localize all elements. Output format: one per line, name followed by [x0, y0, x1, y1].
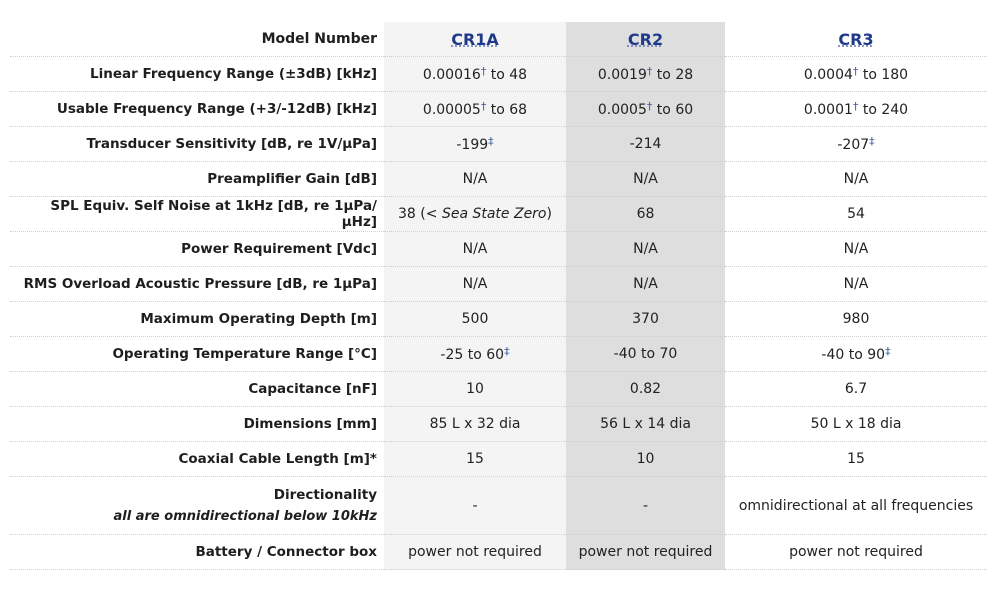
- spec-value-cr1a: [384, 92, 566, 127]
- value-text: 68: [636, 206, 655, 222]
- spec-value-cr1a: [384, 162, 566, 197]
- value-text: 0.0004: [803, 67, 853, 83]
- spec-value-cr3: [725, 57, 987, 92]
- spec-value-cr3: [725, 442, 987, 477]
- value-text: 54: [847, 206, 865, 222]
- value-text: -40 to 90: [821, 347, 886, 363]
- spec-label: [10, 477, 384, 535]
- spec-value-cr3: [725, 232, 987, 267]
- spec-label-text: Power Requirement [Vdc]: [181, 241, 377, 257]
- value-text: 500: [461, 311, 489, 327]
- spec-row: [10, 162, 987, 197]
- value-text: 56 L x 14 dia: [600, 416, 691, 432]
- spec-label-text: Linear Frequency Range (±3dB) [kHz]: [90, 66, 377, 82]
- value-text: -199: [456, 137, 489, 153]
- spec-value-cr1a: [384, 302, 566, 337]
- value-text: N/A: [462, 276, 488, 292]
- spec-label-text: Coaxial Cable Length [m]*: [178, 451, 377, 467]
- spec-row: [10, 302, 987, 337]
- spec-value-cr1a: [384, 442, 566, 477]
- spec-label: [10, 197, 384, 232]
- value-text: -214: [629, 136, 662, 152]
- spec-value-cr3: [725, 127, 987, 162]
- spec-label: [10, 407, 384, 442]
- spec-value-cr3: [725, 477, 987, 535]
- spec-row: [10, 127, 987, 162]
- spec-label-text: RMS Overload Acoustic Pressure [dB, re 1µPa]: [23, 276, 377, 292]
- spec-value-cr1a: [384, 127, 566, 162]
- value-text: 370: [632, 311, 659, 327]
- spec-row: [10, 92, 987, 127]
- spec-value-cr3: [725, 407, 987, 442]
- spec-label-text: Capacitance [nF]: [248, 381, 377, 397]
- value-text: N/A: [843, 241, 869, 257]
- value-text: 6.7: [844, 381, 868, 397]
- spec-value-cr1a: [384, 267, 566, 302]
- spec-value-cr2: [566, 197, 725, 232]
- value-text: N/A: [633, 276, 658, 292]
- value-text-suffix: to 28: [652, 67, 694, 83]
- value-text-suffix: to 60: [652, 102, 694, 118]
- value-text: power not required: [578, 544, 713, 560]
- value-text: 10: [466, 381, 484, 397]
- spec-value-cr1a: [384, 372, 566, 407]
- value-text: power not required: [408, 544, 542, 560]
- spec-value-cr3: [725, 92, 987, 127]
- footnote-mark: ‡: [869, 135, 875, 148]
- footnote-mark: †: [646, 65, 653, 78]
- spec-label: [10, 92, 384, 127]
- value-text-suffix: to 68: [486, 102, 528, 118]
- value-text: 15: [466, 451, 484, 467]
- value-text-suffix: to 180: [858, 67, 909, 83]
- value-text: 0.0005: [597, 102, 647, 118]
- spec-row: [10, 57, 987, 92]
- value-text-suffix: ): [546, 206, 552, 222]
- spec-value-cr2: [566, 535, 725, 570]
- value-text: 0.00016: [422, 67, 481, 83]
- spec-label-text: Usable Frequency Range (+3/-12dB) [kHz]: [56, 101, 377, 117]
- spec-comparison-table: [10, 22, 987, 570]
- model-number-label: Model Number: [10, 22, 384, 57]
- spec-value-cr1a: [384, 57, 566, 92]
- value-text: 15: [847, 451, 865, 467]
- spec-value-cr2: [566, 337, 725, 372]
- spec-row: [10, 442, 987, 477]
- spec-value-cr3: [725, 535, 987, 570]
- spec-row: [10, 197, 987, 232]
- value-text: N/A: [462, 171, 488, 187]
- value-text: 0.0001: [803, 102, 853, 118]
- footnote-mark: †: [852, 100, 859, 113]
- spec-value-cr2: [566, 162, 725, 197]
- spec-value-cr2: [566, 407, 725, 442]
- model-link-cr1a[interactable]: CR1A: [384, 22, 566, 57]
- value-text: N/A: [633, 241, 658, 257]
- value-text: 10: [636, 451, 655, 467]
- value-text: -25 to 60: [440, 347, 505, 363]
- spec-value-cr2: [566, 302, 725, 337]
- spec-value-cr3: [725, 197, 987, 232]
- spec-value-cr3: [725, 337, 987, 372]
- spec-value-cr2: [566, 372, 725, 407]
- value-text: 980: [842, 311, 870, 327]
- value-text: -: [472, 497, 478, 514]
- spec-value-cr2: [566, 267, 725, 302]
- spec-row: [10, 267, 987, 302]
- spec-label: [10, 162, 384, 197]
- footnote-mark: †: [646, 100, 653, 113]
- value-text-suffix: to 48: [486, 67, 528, 83]
- spec-row: [10, 535, 987, 570]
- model-link-cr3[interactable]: CR3: [725, 22, 987, 57]
- spec-label-text: Operating Temperature Range [°C]: [112, 346, 377, 362]
- value-text: 85 L x 32 dia: [429, 416, 521, 432]
- spec-label: [10, 127, 384, 162]
- spec-label: [10, 372, 384, 407]
- spec-value-cr3: [725, 267, 987, 302]
- spec-label-text: Transducer Sensitivity [dB, re 1V/µPa]: [86, 136, 377, 152]
- spec-label-text: Battery / Connector box: [195, 544, 377, 560]
- value-text: omnidirectional at all frequencies: [738, 497, 974, 514]
- spec-table-container: [10, 22, 987, 570]
- header-row: [10, 22, 987, 57]
- value-text: power not required: [789, 544, 923, 560]
- spec-row: [10, 372, 987, 407]
- value-text: N/A: [462, 241, 488, 257]
- value-text: N/A: [843, 276, 869, 292]
- spec-value-cr2: [566, 232, 725, 267]
- spec-value-cr1a: [384, 535, 566, 570]
- spec-value-cr3: [725, 162, 987, 197]
- value-text: 0.0019: [597, 67, 647, 83]
- spec-value-cr1a: [384, 337, 566, 372]
- value-text: 0.00005: [422, 102, 481, 118]
- value-text: 0.82: [629, 381, 662, 397]
- value-text-suffix: to 240: [858, 102, 909, 118]
- model-link-cr2[interactable]: CR2: [566, 22, 725, 57]
- footnote-mark: †: [852, 65, 859, 78]
- spec-value-cr1a: [384, 407, 566, 442]
- spec-label-text: Directionality: [273, 487, 377, 503]
- spec-value-cr2: [566, 92, 725, 127]
- spec-value-cr2: [566, 57, 725, 92]
- spec-value-cr1a: [384, 197, 566, 232]
- spec-row: [10, 477, 987, 535]
- spec-row: [10, 337, 987, 372]
- spec-value-cr1a: [384, 232, 566, 267]
- spec-label-text: SPL Equiv. Self Noise at 1kHz [dB, re 1µPa/µHz]: [50, 198, 377, 230]
- spec-value-cr3: [725, 302, 987, 337]
- spec-value-cr2: [566, 127, 725, 162]
- spec-label-note: all are omnidirectional below 10kHz: [113, 509, 377, 524]
- value-italic-text: Sea State Zero: [441, 206, 547, 222]
- spec-value-cr1a: [384, 477, 566, 535]
- value-text: -207: [837, 137, 870, 153]
- value-text: -40 to 70: [613, 346, 678, 362]
- spec-label-text: Dimensions [mm]: [243, 416, 377, 432]
- value-text: N/A: [633, 171, 658, 187]
- value-text: 38 (<: [398, 206, 442, 222]
- value-text: -: [642, 497, 649, 514]
- spec-label-text: Maximum Operating Depth [m]: [140, 311, 377, 327]
- footnote-mark: ‡: [885, 345, 891, 358]
- footnote-mark: †: [480, 65, 487, 78]
- spec-label-text: Preamplifier Gain [dB]: [207, 171, 377, 187]
- value-text: 50 L x 18 dia: [810, 416, 902, 432]
- spec-value-cr2: [566, 477, 725, 535]
- spec-row: [10, 407, 987, 442]
- spec-label: [10, 302, 384, 337]
- footnote-mark: ‡: [488, 135, 494, 148]
- spec-row: [10, 232, 987, 267]
- footnote-mark: ‡: [504, 345, 510, 358]
- spec-label: [10, 442, 384, 477]
- footnote-mark: †: [480, 100, 487, 113]
- spec-label: [10, 232, 384, 267]
- spec-label: [10, 535, 384, 570]
- spec-value-cr2: [566, 442, 725, 477]
- spec-value-cr3: [725, 372, 987, 407]
- spec-label: [10, 267, 384, 302]
- value-text: N/A: [843, 171, 869, 187]
- spec-label: [10, 337, 384, 372]
- spec-label: [10, 57, 384, 92]
